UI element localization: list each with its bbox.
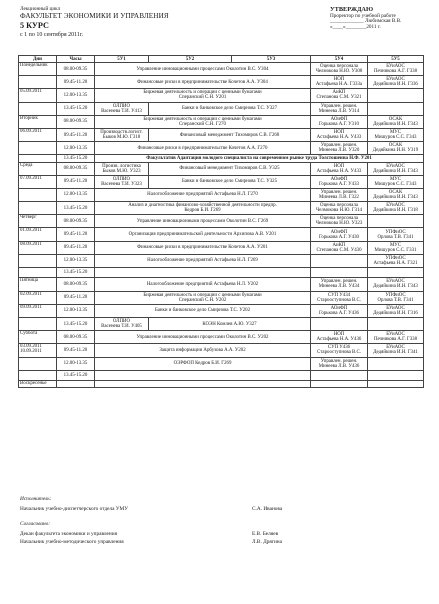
shared-class-cell: Анализ и диагностика финансово-хозяйственной деятельности предпр. Кедров Б.И. Г269 (95, 202, 311, 215)
group-5u4-cell: Управлен. решен. Минеева Л.В. У434 (311, 278, 368, 291)
shared-class-cell: Управление инновационными процессами Околотин В.С. У304 (95, 63, 311, 76)
shared-class-cell: Банки и банковское дело Смирнова Т.С. У327 (149, 102, 311, 115)
time-cell: 12.00-13.35 (57, 142, 95, 155)
group-5u4-cell: АиКП Степанова С.М. У430 (311, 241, 368, 254)
column-header: Часы (57, 56, 95, 63)
shared-class-cell: Биржевая деятельность и операции с ценными бумагами Сперанский С.Н. У201 (95, 89, 311, 102)
group-5u5-cell (368, 357, 424, 370)
group-5u4-cell: Управлен. решен. Минеева Л.В. У314 (311, 102, 368, 115)
shared-class-cell: Финансовые риски в предпринимательстве Кочетов А.А. У201 (95, 241, 311, 254)
shared-class-cell: Управление инновационными процессами Околотин В.С. У202 (95, 331, 311, 344)
time-cell: 08.00-09.35 (57, 215, 95, 228)
day-cell: Среда (19, 162, 57, 175)
group-5u4-cell (311, 268, 368, 278)
column-header: 5У4 (311, 56, 368, 63)
group-5u4-cell: Управлен. решен. Минеева Л.В. У436 (311, 357, 368, 370)
shared-class-cell: Финансовые риски в предпринимательстве Кочетов А.А. Г270 (95, 142, 311, 155)
day-cell: 09.09.2011 (19, 304, 57, 317)
day-cell: Пятница (19, 278, 57, 291)
dean-name: Е.В. Беляев (252, 531, 279, 537)
schedule-row (19, 128, 424, 141)
day-cell (19, 317, 57, 330)
group-5u5-cell (368, 317, 424, 330)
dean-role: Декан факультета экономики и управления (20, 531, 118, 537)
day-cell (19, 142, 57, 155)
lecture-cycle-label: Лекционный цикл (20, 6, 61, 12)
shared-class-cell (95, 381, 311, 388)
executor-label: Исполнитель: (20, 496, 52, 502)
group-5u5-cell (368, 381, 424, 388)
time-cell: 13.45-15.20 (57, 268, 95, 278)
time-cell: 09.45-11.20 (57, 128, 95, 141)
approval-position: Проректор по учебной работе (330, 12, 396, 19)
approval-title: УТВЕРЖДАЮ (330, 6, 374, 13)
time-cell: 09.45-11.20 (57, 175, 95, 188)
schedule-row (19, 241, 424, 254)
group-5u4-cell: Оценка персонала Челмокова Н.Ю. Г314 (311, 202, 368, 215)
shared-class-cell: Налогообложение предприятий Астафьева Н.Л. Г270 (95, 188, 311, 201)
group-5u4-cell: АОиФП Горькова А.Г. У310 (311, 115, 368, 128)
elective-cell: Факультатив Адаптация молодого специалиста на современном рынке труда Толстошеина Н.Ф. У201 (95, 155, 424, 162)
schedule-row (19, 175, 424, 188)
shared-class-cell: Биржевая деятельность и операции с ценными бумагами Сперанский С.Н. Г270 (95, 115, 311, 128)
group-5u4-cell: АОиФП Горькова А.Г. У436 (311, 304, 368, 317)
column-header: Дни (19, 56, 57, 63)
schedule-row (19, 344, 424, 357)
group-5u4-cell (311, 317, 368, 330)
time-cell: 12.00-13.35 (57, 254, 95, 267)
group-5u5-cell: БУиАОС Печникова А.Г. Г338 (368, 331, 424, 344)
umu-role: Начальник учебно-методического управления (20, 539, 124, 545)
group-5u1-cell: Производств.логист. Быков М.Ю. Г318 (95, 128, 149, 141)
schedule-row (19, 228, 424, 241)
document-header (20, 7, 240, 38)
shared-class-cell: Финансовый менеджмент Тихомиров С.В. Г268 (149, 128, 311, 141)
time-cell: 13.45-15.20 (57, 155, 95, 162)
group-5u1-cell: ОЛПИО Васенева Т.И. У413 (95, 102, 149, 115)
group-5u5-cell: БУиАОС Печникова А.Г. Г338 (368, 63, 424, 76)
time-cell: 09.45-11.20 (57, 241, 95, 254)
group-5u5-cell: МУС Мишуров С.С. Г331 (368, 241, 424, 254)
schedule-row (19, 142, 424, 155)
group-5u4-cell: АиКП Степанова С.М. У321 (311, 89, 368, 102)
shared-class-cell: Налогообложение предприятий Астафьева Н.Л. У202 (95, 278, 311, 291)
group-5u5-cell (368, 89, 424, 102)
schedule-row (19, 278, 424, 291)
faculty-title: ФАКУЛЬТЕТ ЭКОНОМИКИ И УПРАВЛЕНИЯ (20, 12, 169, 21)
group-5u5-cell: БУиАОС Дедяйкина И.Н. Г336 (368, 76, 424, 89)
schedule-row (19, 63, 424, 76)
time-cell: 08.00-09.35 (57, 115, 95, 128)
shared-class-cell: Банки и банковское дело Смирнова Т.С. У202 (95, 304, 311, 317)
group-5u1-cell: ОЛПИО Васенева Т.И. У405 (95, 317, 149, 330)
shared-class-cell (95, 268, 311, 278)
period-label: с 1 по 10 сентября 2011г. (20, 31, 84, 38)
group-5u4-cell: Оценка персонала Челмокова Н.Ю. У323 (311, 215, 368, 228)
time-cell (57, 381, 95, 388)
executor-role: Начальник учебно-диспетчерского отдела УМУ (20, 506, 129, 512)
time-cell: 08.00-09.35 (57, 331, 95, 344)
schedule-row (19, 381, 424, 388)
group-5u5-cell (368, 370, 424, 380)
group-5u5-cell: МУС Мишуров С.С. Г343 (368, 175, 424, 188)
schedule-row (19, 202, 424, 215)
shared-class-cell: Управление инновационными процессами Околотин В.С. Г269 (95, 215, 311, 228)
umu-name: Л.В. Дрягина (252, 539, 282, 545)
schedule-row (19, 115, 424, 128)
shared-class-cell: Банки и банковское дело Смирнова Т.С. У325 (149, 175, 311, 188)
schedule-row (19, 317, 424, 330)
group-5u1-cell: Произв. логистика Быков М.Ю. У323 (95, 162, 149, 175)
schedule-row (19, 268, 424, 278)
time-cell: 08.00-09.35 (57, 63, 95, 76)
group-5u4-cell: СУП У434 Старооступнова В.С. (311, 291, 368, 304)
column-header: 5У5 (368, 56, 424, 63)
group-5u4-cell: НОП Астафьева Н.А. Г333а (311, 76, 368, 89)
group-5u4-cell (311, 254, 368, 267)
time-cell: 12.00-13.35 (57, 357, 95, 370)
group-5u4-cell: Управлен. решен. Минеева Л.В. Г322 (311, 188, 368, 201)
day-cell (19, 202, 57, 215)
time-cell: 09.45-11.20 (57, 228, 95, 241)
day-cell (19, 254, 57, 267)
shared-class-cell (95, 370, 311, 380)
group-5u4-cell (311, 381, 368, 388)
time-cell: 12.00-13.35 (57, 304, 95, 317)
group-5u5-cell: БУиАОС Дедяйкина И.Н. Г343 (368, 162, 424, 175)
day-cell: Вторник (19, 115, 57, 128)
group-5u5-cell: ОСАК Дедяйкина И.Н. У319 (368, 142, 424, 155)
schedule-row (19, 76, 424, 89)
day-cell (19, 357, 57, 370)
shared-class-cell: Организация предпринимательской деятельности Архипова А.В. У201 (95, 228, 311, 241)
group-5u5-cell: БУиАОС Дедяйкина И.Н. Г343 (368, 278, 424, 291)
day-cell (19, 102, 57, 115)
time-cell: 13.45-15.20 (57, 202, 95, 215)
day-cell: Четверг (19, 215, 57, 228)
course-title: 5 КУРС (20, 21, 49, 31)
shared-class-cell: Финансовый менеджмент Тихомиров С.В. У325 (149, 162, 311, 175)
day-cell: 03.09.2011 10.09.2011 (19, 344, 57, 357)
day-cell: 08.09.2011 (19, 241, 57, 254)
shared-class-cell: Финансовые риски в предпринимательстве Кочетов А.А. У304 (95, 76, 311, 89)
day-cell (19, 155, 57, 162)
group-5u5-cell: ОСАК Дедяйкина И.Н. Г343 (368, 115, 424, 128)
time-cell: 08.00-09.35 (57, 278, 95, 291)
schedule-row (19, 162, 424, 175)
schedule-row (19, 357, 424, 370)
time-cell: 09.45-11.20 (57, 76, 95, 89)
time-cell: 09.45-11.20 (57, 291, 95, 304)
schedule-row (19, 102, 424, 115)
schedule-row (19, 254, 424, 267)
time-cell: 12.00-13.35 (57, 89, 95, 102)
time-cell: 13.45-15.20 (57, 317, 95, 330)
group-5u5-cell: УПФиОС Орлова Т.В. Г341 (368, 228, 424, 241)
shared-class-cell: ОЭРФОП Кедров Б.И. Г269 (95, 357, 311, 370)
group-5u5-cell: БУиАОС Дедяйкина И.Н. Г316 (368, 304, 424, 317)
schedule-header-row (19, 56, 424, 63)
day-cell: 05.09.2011 (19, 89, 57, 102)
schedule-table (18, 55, 424, 388)
group-5u5-cell (368, 215, 424, 228)
schedule-row (19, 291, 424, 304)
approval-date: «____»________2011 г. (330, 23, 381, 30)
day-cell (19, 188, 57, 201)
group-5u5-cell: МУС Мишуров С.С. Г343 (368, 128, 424, 141)
time-cell: 13.45-15.20 (57, 102, 95, 115)
time-cell: 13.45-15.20 (57, 370, 95, 380)
group-5u5-cell (368, 102, 424, 115)
group-5u4-cell: АОиФП Горькова А.Г. У430 (311, 228, 368, 241)
time-cell: 09.45-11.20 (57, 344, 95, 357)
day-cell: Воскресенье (19, 381, 57, 388)
group-5u5-cell: УПФиОС Орлова Т.В. Г341 (368, 291, 424, 304)
schedule-row (19, 89, 424, 102)
column-header: 5У2 (149, 56, 232, 63)
executor-name: С.А. Иванова (252, 506, 283, 512)
day-cell (19, 370, 57, 380)
day-cell: 01.09.2011 (19, 228, 57, 241)
group-5u4-cell: Управлен. решен. Минеева Л.В. У320 (311, 142, 368, 155)
group-5u4-cell: НОП Астафьева Н.А. У436 (311, 331, 368, 344)
group-5u4-cell: АОиФП Горькова А.Г. У433 (311, 175, 368, 188)
time-cell: 08.00-09.35 (57, 162, 95, 175)
approval-signatory: _____________ Любимская В.В. (330, 18, 402, 25)
group-5u5-cell: ОСАК Дедяйкина И.Н. Г343 (368, 188, 424, 201)
group-5u4-cell (311, 370, 368, 380)
shared-class-cell: Налогообложение предприятий Астафьева Н.Л. Г269 (95, 254, 311, 267)
schedule-row (19, 215, 424, 228)
shared-class-cell: КОЭН Комлев А.Ю. У327 (149, 317, 311, 330)
schedule-row (19, 304, 424, 317)
day-cell: Понедельник (19, 63, 57, 76)
group-5u5-cell: БУиАОС Дедяйкина И.Н. Г341 (368, 344, 424, 357)
shared-class-cell: Биржевая деятельность и операции с ценными бумагами Сперанский С.Н. У202 (95, 291, 311, 304)
day-cell: Суббота (19, 331, 57, 344)
group-5u5-cell: УПФиОС Астафьева Н.А. Г321 (368, 254, 424, 267)
group-5u5-cell (368, 268, 424, 278)
group-5u4-cell: НОП Астафьева Н.А. У433 (311, 128, 368, 141)
group-5u4-cell: СУП У436 Старооступнова В.С. (311, 344, 368, 357)
group-5u5-cell: БУиАОС Дедяйкина И.Н. Г318 (368, 202, 424, 215)
day-cell: 06.09.2011 (19, 128, 57, 141)
agreed-label: Согласовано: (20, 521, 51, 527)
column-header: 5У3 (232, 56, 311, 63)
shared-class-cell: Защита информации Арбузова А.А. У202 (95, 344, 311, 357)
schedule-row (19, 155, 424, 162)
column-header: 5У1 (95, 56, 149, 63)
time-cell: 12.00-13.35 (57, 188, 95, 201)
schedule-row (19, 370, 424, 380)
day-cell: 02.09.2011 (19, 291, 57, 304)
schedule-body (19, 63, 424, 388)
day-cell (19, 76, 57, 89)
schedule-row (19, 188, 424, 201)
group-5u4-cell: НОП Астафьева Н.А. У433 (311, 162, 368, 175)
approval-block (330, 7, 430, 30)
group-5u4-cell: Оценка персонала Челмокова Н.Ю. У308 (311, 63, 368, 76)
day-cell (19, 268, 57, 278)
schedule-row (19, 331, 424, 344)
group-5u1-cell: ОЛПИО Васенева Т.И. У323 (95, 175, 149, 188)
day-cell: 07.09.2011 (19, 175, 57, 188)
